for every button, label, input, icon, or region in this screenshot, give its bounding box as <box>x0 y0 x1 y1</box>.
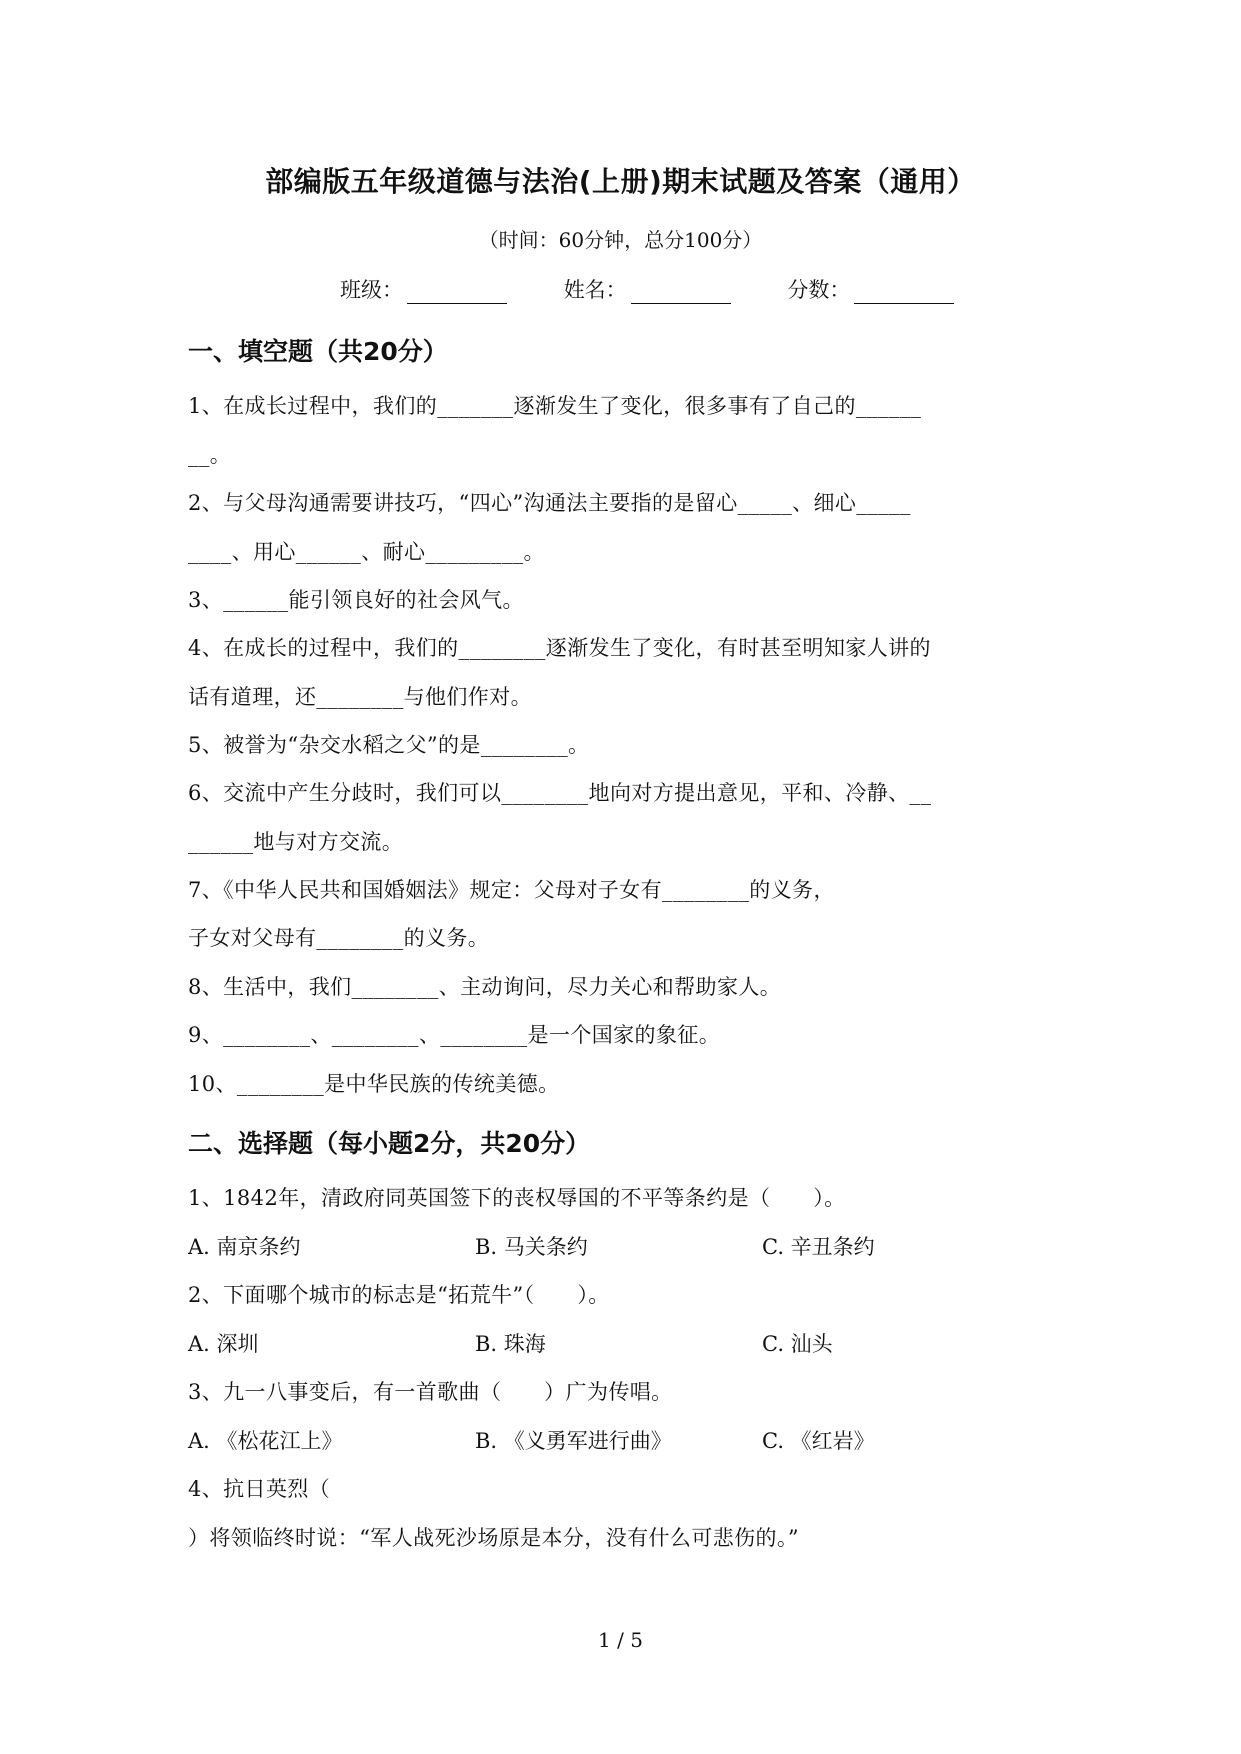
choice-question: 1、1842年，清政府同英国签下的丧权辱国的不平等条约是（ ）。 <box>188 1186 846 1210</box>
question-line: 2、与父母沟通需要讲技巧，“四心”沟通法主要指的是留心_____、细心_____ <box>188 491 911 515</box>
choice-option-b: B. 《义勇军进行曲》 <box>475 1429 672 1453</box>
choice-option-c: C. 辛丑条约 <box>762 1235 875 1259</box>
page-number: 1 / 5 <box>598 1628 643 1652</box>
question-line: 10、________是中华民族的传统美德。 <box>188 1072 560 1096</box>
score-field <box>787 274 954 304</box>
question-line: 9、________、________、________是一个国家的象征。 <box>188 1023 721 1047</box>
score-label: 分数： <box>787 278 851 302</box>
question-line: 8、生活中，我们________、主动询问，尽力关心和帮助家人。 <box>188 975 782 999</box>
score-blank <box>854 283 954 304</box>
choice-option-a: A. 南京条约 <box>188 1235 301 1259</box>
choice-option-a: A. 《松花江上》 <box>188 1429 343 1453</box>
question-line: __。 <box>188 443 232 467</box>
class-label: 班级： <box>340 278 403 302</box>
name-field <box>564 274 731 304</box>
choice-question: 4、抗日英烈（ <box>188 1477 331 1501</box>
choice-option-c: C. 《红岩》 <box>762 1429 875 1453</box>
class-blank <box>407 283 507 304</box>
exam-subtitle: （时间：60分钟，总分100分） <box>478 228 763 252</box>
name-label: 姓名： <box>563 278 627 302</box>
question-line: 7、《中华人民共和国婚姻法》规定：父母对子女有________的义务， <box>188 878 835 902</box>
question-line: 子女对父母有________的义务。 <box>188 926 490 950</box>
name-blank <box>631 283 731 304</box>
question-line: 3、______能引领良好的社会风气。 <box>188 588 524 612</box>
section-heading-fill-blank: 一、填空题（共20分） <box>188 337 448 366</box>
section-heading-multiple-choice: 二、选择题（每小题2分，共20分） <box>188 1129 591 1158</box>
choice-option-a: A. 深圳 <box>188 1332 259 1356</box>
question-line: 4、在成长的过程中，我们的________逐渐发生了变化，有时甚至明知家人讲的 <box>188 636 931 660</box>
page-title: 部编版五年级道德与法治(上册)期末试题及答案（通用） <box>265 165 976 198</box>
question-line: 1、在成长过程中，我们的_______逐渐发生了变化，很多事有了自己的______ <box>188 394 922 418</box>
question-line: 话有道理，还________与他们作对。 <box>188 685 532 709</box>
question-line: 6、交流中产生分歧时，我们可以________地向对方提出意见，平和、冷静、__ <box>188 781 932 805</box>
choice-option-c: C. 汕头 <box>762 1332 833 1356</box>
choice-option-b: B. 珠海 <box>475 1332 546 1356</box>
question-line: ____、用心______、耐心_________。 <box>188 540 545 564</box>
choice-option-b: B. 马关条约 <box>475 1235 588 1259</box>
choice-question: 2、下面哪个城市的标志是“拓荒牛”（ ）。 <box>188 1283 610 1307</box>
question-line: 5、被誉为“杂交水稻之父”的是________。 <box>188 733 590 757</box>
class-field <box>340 274 507 304</box>
choice-question: 3、九一八事变后，有一首歌曲（ ）广为传唱。 <box>188 1380 673 1404</box>
question-line: ______地与对方交流。 <box>188 830 404 854</box>
choice-question: ）将领临终时说：“军人战死沙场原是本分，没有什么可悲伤的。” <box>188 1526 799 1550</box>
student-info-line <box>340 274 1004 304</box>
